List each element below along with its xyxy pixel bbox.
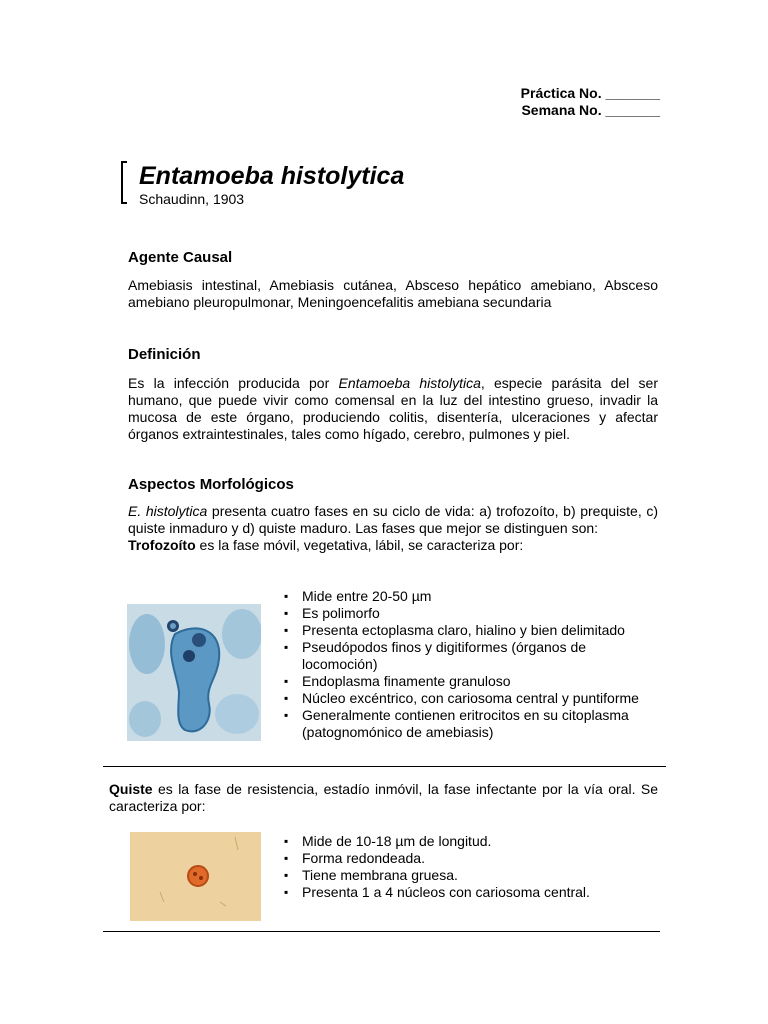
list-item: ▪ Presenta 1 a 4 núcleos con cariosoma central.	[284, 884, 660, 901]
trofozoito-label: Trofozoíto	[128, 537, 196, 553]
trofozoito-features	[284, 588, 660, 741]
list-item: ▪ Endoplasma finamente granuloso	[284, 673, 660, 690]
trofozoito-image	[127, 604, 261, 741]
morfologia-species: E. histolytica	[128, 503, 208, 519]
list-item: ▪ Pseudópodos finos y digitiformes (órganos de locomoción)	[284, 639, 660, 673]
section-divider	[103, 766, 666, 767]
quiste-list	[284, 833, 660, 901]
list-item: ▪ Mide de 10-18 µm de longitud.	[284, 833, 660, 850]
morfologia-heading: Aspectos Morfológicos	[128, 476, 294, 493]
semana-line: Semana No. _______	[521, 102, 660, 118]
agente-heading: Agente Causal	[128, 249, 233, 266]
definicion-heading: Definición	[128, 346, 201, 363]
list-item: ▪ Presenta ectoplasma claro, hialino y bien delimitado	[284, 622, 660, 639]
header-practice-info	[480, 85, 660, 119]
title-bracket	[121, 161, 127, 204]
quiste-micrograph	[130, 832, 261, 921]
quiste-intro	[109, 781, 658, 815]
list-item: ▪ Mide entre 20-50 µm	[284, 588, 660, 605]
quiste-label: Quiste	[109, 781, 153, 797]
list-item: ▪ Generalmente contienen eritrocitos en su citoplasma (patognomónico de amebiasis)	[284, 707, 660, 741]
definicion-species: Entamoeba histolytica	[338, 375, 481, 391]
definicion-text-before: Es la infección producida por	[128, 375, 339, 391]
list-item: ▪ Núcleo excéntrico, con cariosoma central y puntiforme	[284, 690, 660, 707]
morfologia-intro-text: presenta cuatro fases en su ciclo de vida: a) trofozoíto, b) prequiste, c) quiste inmaduro y d) quiste maduro. Las fases que mejor se distinguen son:	[128, 503, 658, 536]
morfologia-intro	[128, 503, 658, 554]
practica-line: Práctica No. _______	[520, 85, 660, 101]
page-subtitle: Schaudinn, 1903	[139, 191, 245, 207]
trofozoito-micrograph	[127, 604, 261, 741]
list-item: ▪ Tiene membrana gruesa.	[284, 867, 660, 884]
quiste-image	[130, 832, 261, 921]
quiste-text: es la fase de resistencia, estadío inmóvil, la fase infectante por la vía oral. Se caracteriza por:	[109, 781, 658, 814]
trofozoito-list	[284, 588, 660, 741]
list-item: ▪ Forma redondeada.	[284, 850, 660, 867]
definicion-text-after: , especie parásita del ser humano, que puede vivir como comensal en la luz del intestino grueso, invadir la mucosa de este órgano, produciendo colitis, disentería, ulceraciones y afectar órganos extraintestinales, tales como hígado, cerebro, pulmones y piel.	[128, 375, 659, 442]
page-title: Entamoeba histolytica	[139, 162, 405, 190]
list-item: ▪ Es polimorfo	[284, 605, 660, 622]
definicion-text	[128, 375, 658, 443]
bottom-divider	[103, 931, 660, 932]
quiste-features	[284, 833, 660, 901]
agente-text: Amebiasis intestinal, Amebiasis cutánea, Absceso hepático amebiano, Absceso amebiano pleuropulmonar, Meningoencefalitis amebiana secundaria	[128, 277, 658, 310]
trofozoito-intro: es la fase móvil, vegetativa, lábil, se caracteriza por:	[195, 537, 524, 553]
